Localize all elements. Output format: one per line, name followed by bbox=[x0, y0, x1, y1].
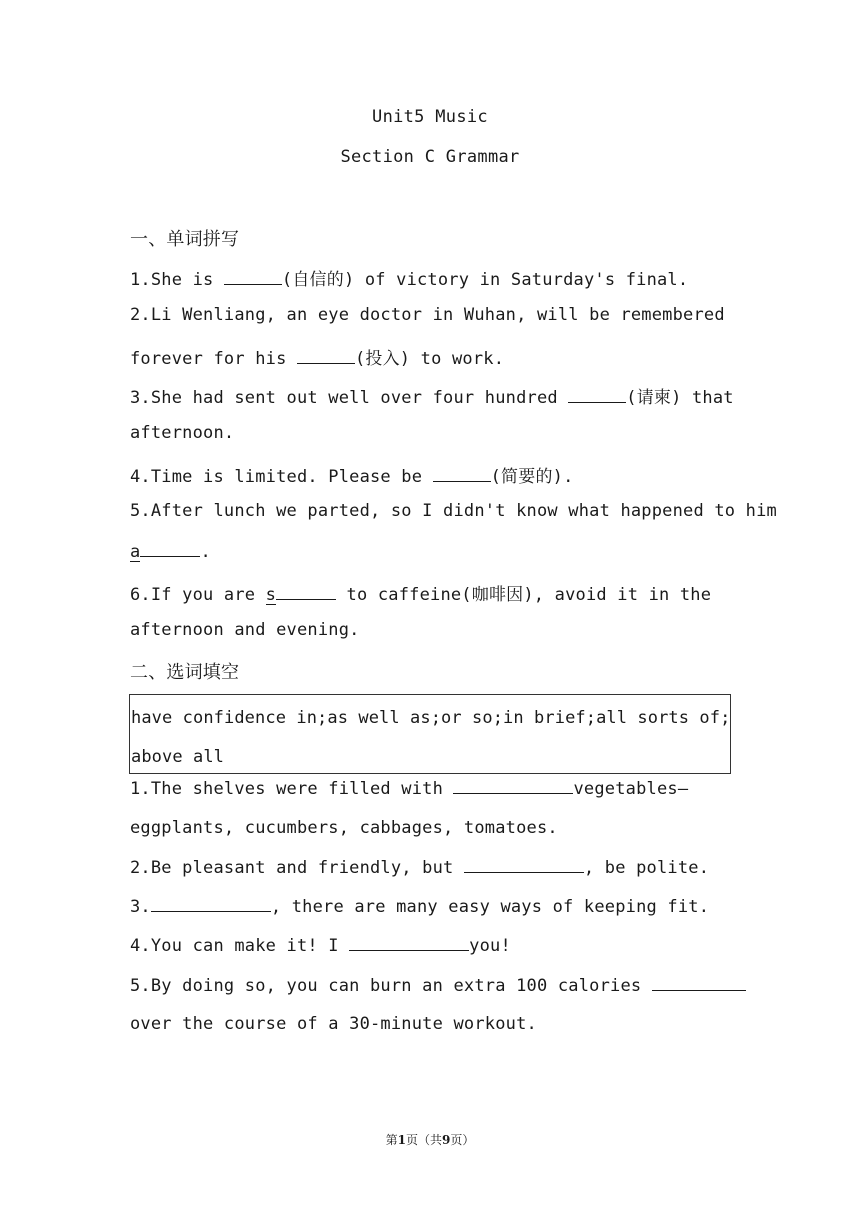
question-text: forever for his bbox=[130, 349, 297, 369]
part1-question-4 bbox=[130, 462, 735, 487]
part2-question-3 bbox=[130, 896, 735, 917]
part1-question-5: 5.After lunch we parted, so I didn't know what happened to him bbox=[130, 501, 777, 521]
answer-blank[interactable] bbox=[140, 541, 200, 557]
question-text: , there are many easy ways of keeping fit. bbox=[270, 897, 710, 917]
answer-blank[interactable] bbox=[276, 584, 336, 600]
unit-title: Unit5 Music bbox=[372, 107, 488, 127]
word-bank-text: have confidence in;as well as;or so;in brief;all sorts of;above all bbox=[131, 708, 731, 767]
part2-question-4 bbox=[130, 935, 735, 956]
question-text: 1.The shelves were filled with bbox=[130, 779, 454, 799]
answer-blank[interactable] bbox=[224, 269, 282, 285]
part1-question-2: 2.Li Wenliang, an eye doctor in Wuhan, will be remembered bbox=[130, 305, 725, 325]
question-text: you! bbox=[469, 936, 511, 956]
question-text: (自信的) of victory in Saturday's final. bbox=[281, 270, 689, 290]
answer-blank[interactable] bbox=[652, 975, 746, 991]
part1-question-2-cont bbox=[130, 344, 735, 369]
answer-blank[interactable] bbox=[568, 387, 626, 403]
part1-question-5-cont bbox=[130, 541, 735, 562]
total-page-number: 9 bbox=[442, 1133, 451, 1147]
answer-blank[interactable] bbox=[464, 857, 584, 873]
word-bank-box bbox=[129, 694, 731, 774]
question-text: . bbox=[200, 542, 211, 562]
question-text: (请柬) that bbox=[626, 388, 734, 408]
part2-question-5 bbox=[130, 975, 735, 996]
question-text: (简要的). bbox=[490, 467, 574, 487]
first-letter-hint: s bbox=[265, 585, 277, 605]
answer-blank[interactable] bbox=[349, 935, 469, 951]
part2-heading: 二、选词填空 bbox=[130, 662, 240, 683]
part2-question-5-cont: over the course of a 30-minute workout. bbox=[130, 1014, 537, 1034]
answer-blank[interactable] bbox=[297, 348, 355, 364]
answer-blank[interactable] bbox=[433, 466, 491, 482]
footer-prefix: 第 bbox=[385, 1133, 398, 1147]
part1-heading: 一、单词拼写 bbox=[130, 229, 240, 250]
answer-blank[interactable] bbox=[151, 896, 271, 912]
question-text: vegetables— bbox=[573, 779, 689, 799]
question-text: (投入) to work. bbox=[354, 349, 505, 369]
current-page-number: 1 bbox=[397, 1133, 406, 1147]
part1-question-3 bbox=[130, 383, 735, 408]
question-text: 3.She had sent out well over four hundred bbox=[130, 388, 569, 408]
question-text: 6.If you are bbox=[130, 585, 266, 605]
answer-blank[interactable] bbox=[453, 778, 573, 794]
first-letter-hint: a bbox=[130, 542, 141, 562]
question-text: 2.Be pleasant and friendly, but bbox=[130, 858, 464, 878]
part2-question-1-cont: eggplants, cucumbers, cabbages, tomatoes. bbox=[130, 818, 558, 838]
part2-question-2 bbox=[130, 857, 735, 878]
part2-question-1 bbox=[130, 778, 735, 799]
part1-question-6-cont: afternoon and evening. bbox=[130, 620, 360, 640]
part1-question-1 bbox=[130, 265, 735, 290]
question-text: 4.Time is limited. Please be bbox=[130, 467, 433, 487]
part1-question-3-cont: afternoon. bbox=[130, 423, 235, 443]
page-footer bbox=[0, 1131, 860, 1148]
question-text: 3. bbox=[130, 897, 151, 917]
question-text: 4.You can make it! I bbox=[130, 936, 350, 956]
question-text: 5.By doing so, you can burn an extra 100 calories bbox=[130, 976, 652, 996]
question-text: 1.She is bbox=[130, 270, 224, 290]
section-subtitle: Section C Grammar bbox=[340, 147, 520, 167]
question-text: , be polite. bbox=[583, 858, 710, 878]
footer-mid: 页（共 bbox=[405, 1133, 442, 1147]
question-text: to caffeine(咖啡因), avoid it in the bbox=[336, 585, 712, 605]
part1-question-6 bbox=[130, 580, 735, 605]
footer-suffix: 页） bbox=[450, 1133, 475, 1147]
